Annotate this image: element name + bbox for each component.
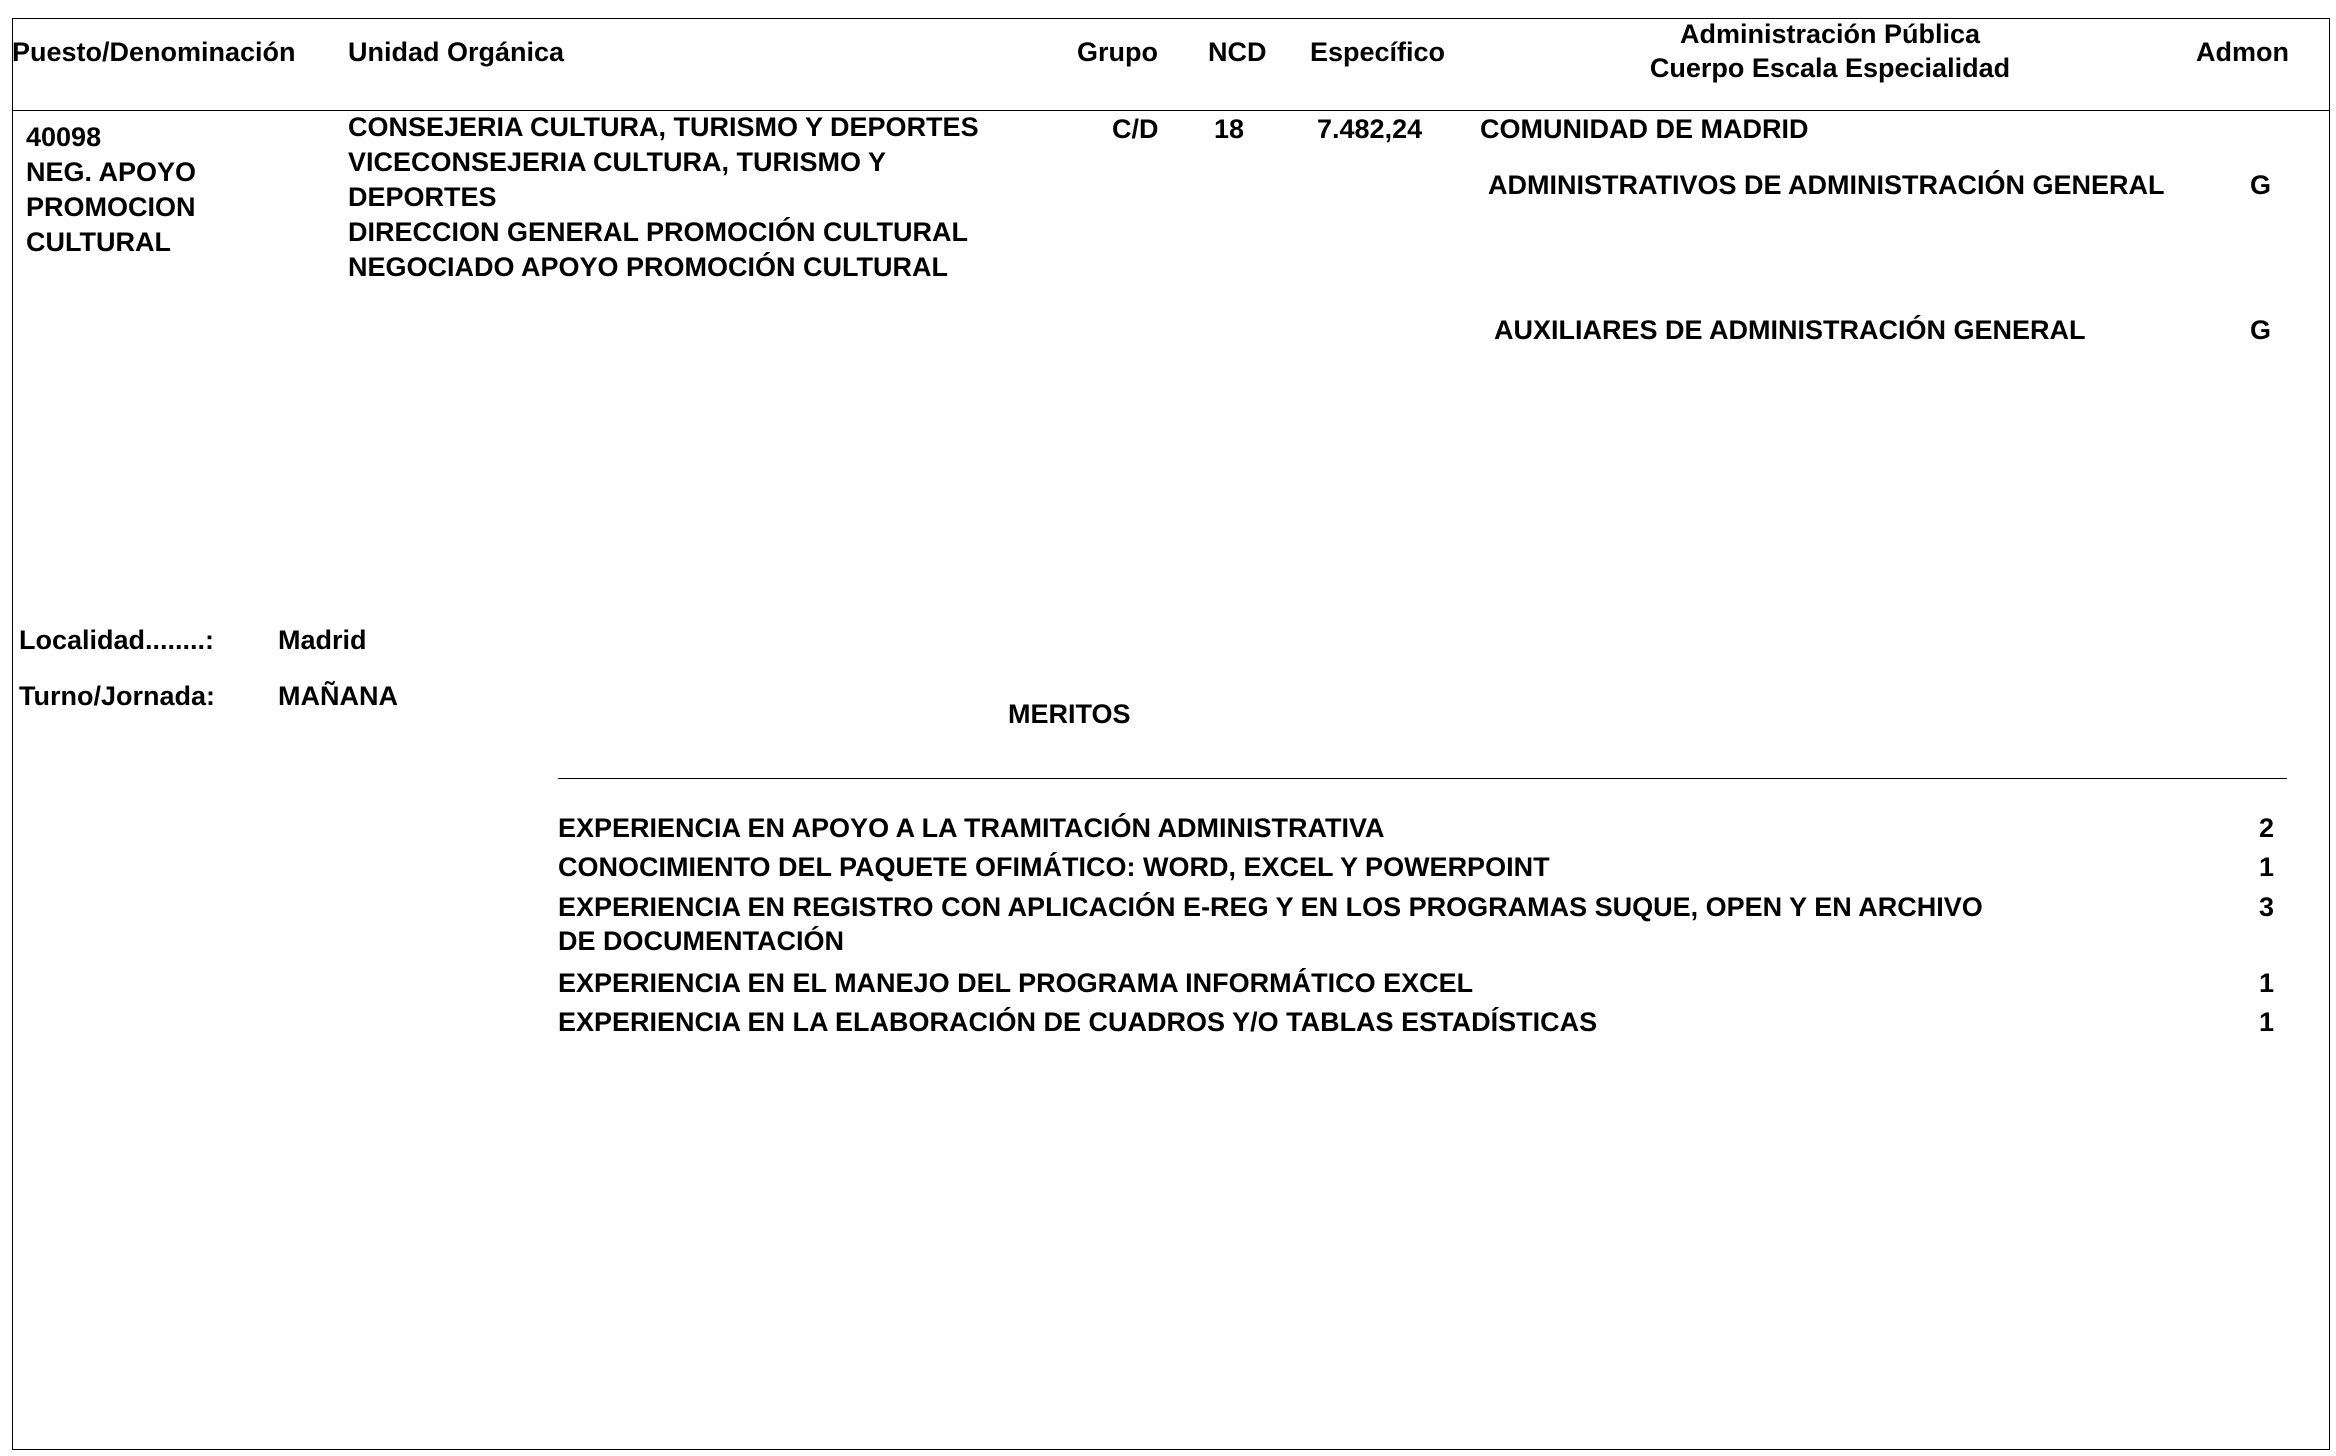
administracion-value: COMUNIDAD DE MADRID — [1480, 114, 1809, 144]
puesto-cell — [26, 120, 196, 260]
meritos-divider — [558, 778, 2287, 779]
merito-text: CONOCIMIENTO DEL PAQUETE OFIMÁTICO: WORD, EXCEL Y POWERPOINT — [558, 852, 1550, 882]
header-grupo: Grupo — [1077, 37, 1158, 67]
turno-value: MAÑANA — [278, 681, 398, 711]
header-admon: Admon — [2196, 37, 2289, 67]
cuerpo-admon: G — [2250, 170, 2272, 200]
header-puesto: Puesto/Denominación — [12, 37, 296, 67]
cuerpo-name: AUXILIARES DE ADMINISTRACIÓN GENERAL — [1494, 315, 2086, 345]
header-admin-publica-subtitle: Cuerpo Escala Especialidad — [1649, 53, 2011, 83]
merito-text: EXPERIENCIA EN APOYO A LA TRAMITACIÓN ADMINISTRATIVA — [558, 813, 1385, 843]
merito-text: EXPERIENCIA EN LA ELABORACIÓN DE CUADROS Y/O TABLAS ESTADÍSTICAS — [558, 1007, 1598, 1037]
unidad-line: CONSEJERIA CULTURA, TURISMO Y DEPORTES — [348, 112, 979, 142]
grupo-value: C/D — [1112, 114, 1159, 144]
puesto-line: PROMOCION — [26, 192, 196, 222]
cuerpo-name: ADMINISTRATIVOS DE ADMINISTRACIÓN GENERAL — [1488, 170, 2165, 200]
puesto-code: 40098 — [26, 122, 102, 152]
unidad-line: DIRECCION GENERAL PROMOCIÓN CULTURAL — [348, 217, 968, 247]
unidad-line: NEGOCIADO APOYO PROMOCIÓN CULTURAL — [348, 252, 948, 282]
unidad-line: VICECONSEJERIA CULTURA, TURISMO Y — [348, 147, 887, 177]
merito-points: 1 — [2258, 852, 2274, 882]
puesto-line: NEG. APOYO — [26, 157, 197, 187]
merito-text-continuation: DE DOCUMENTACIÓN — [558, 926, 844, 956]
cuerpo-admon: G — [2250, 315, 2272, 345]
header-admin-publica-title: Administración Pública — [1679, 19, 1981, 49]
localidad-label: Localidad........: — [19, 625, 215, 655]
especifico-value: 7.482,24 — [1317, 114, 1423, 144]
header-unidad: Unidad Orgánica — [348, 37, 565, 67]
meritos-title: MERITOS — [1008, 699, 1131, 729]
merito-points: 2 — [2258, 813, 2274, 843]
merito-text: EXPERIENCIA EN EL MANEJO DEL PROGRAMA INFORMÁTICO EXCEL — [558, 968, 1474, 998]
merito-points: 1 — [2258, 968, 2274, 998]
merito-points: 3 — [2258, 892, 2274, 922]
puesto-line: CULTURAL — [26, 227, 171, 257]
unidad-line: DEPORTES — [348, 182, 497, 212]
header-ncd: NCD — [1208, 37, 1267, 67]
merito-points: 1 — [2258, 1007, 2274, 1037]
merito-text: EXPERIENCIA EN REGISTRO CON APLICACIÓN E-REG Y EN LOS PROGRAMAS SUQUE, OPEN Y EN ARCHIVO — [558, 892, 1983, 922]
unidad-cell — [348, 110, 979, 285]
localidad-value: Madrid — [278, 625, 367, 655]
ncd-value: 18 — [1214, 114, 1245, 144]
turno-label: Turno/Jornada: — [19, 681, 216, 711]
header-especifico: Específico — [1310, 37, 1446, 67]
